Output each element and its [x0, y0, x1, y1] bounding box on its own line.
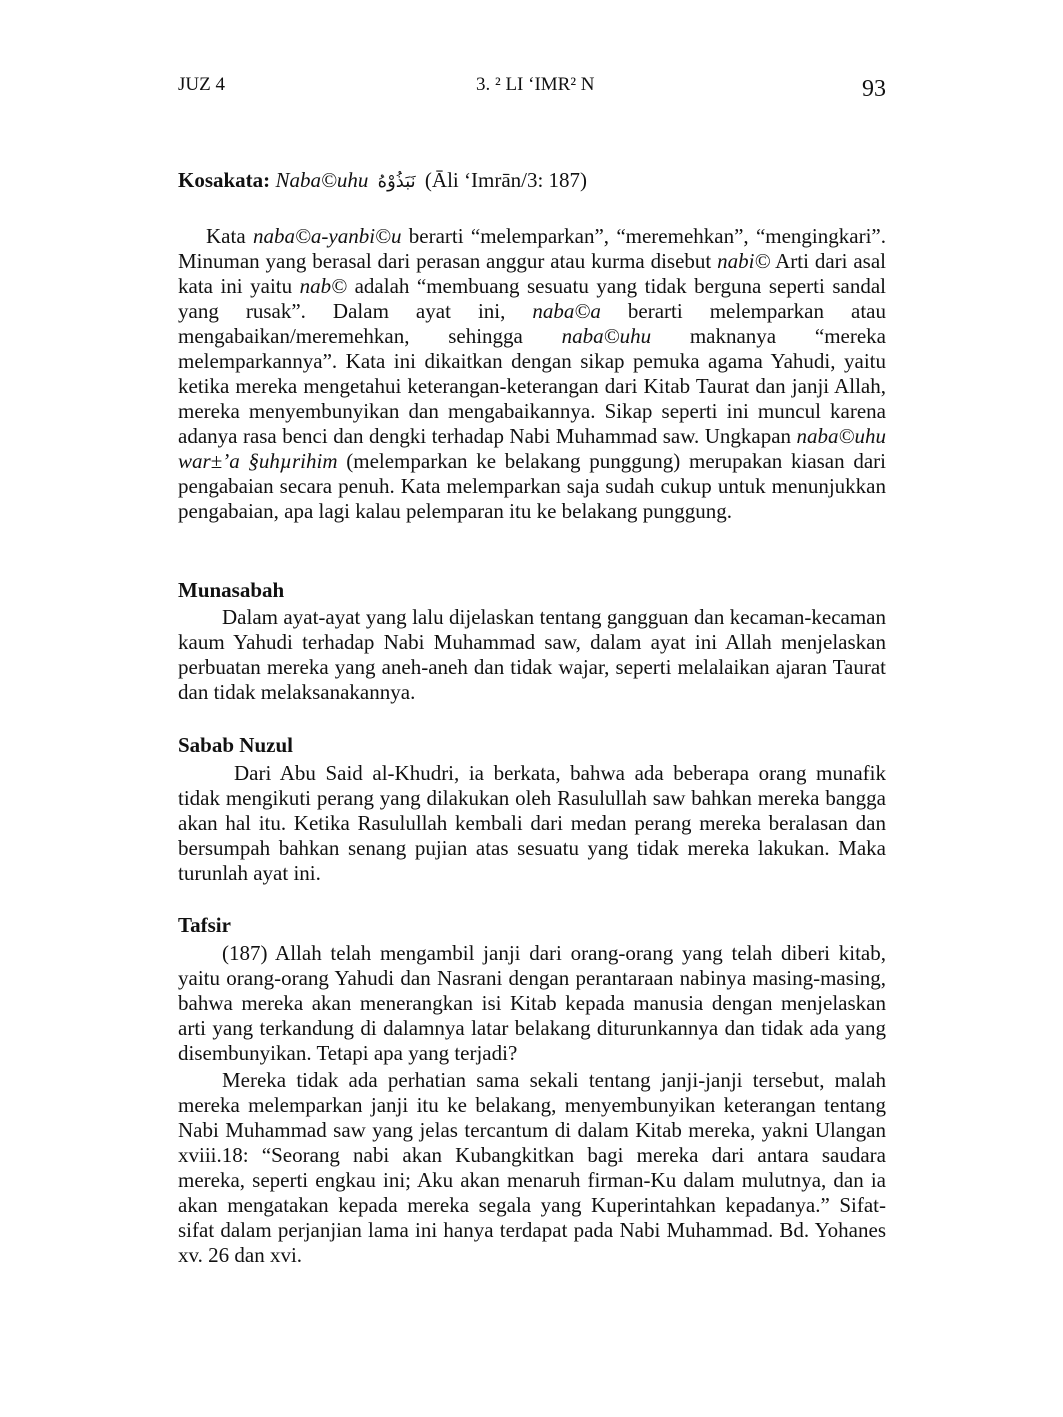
kosakata-term: Naba©uhu	[275, 168, 369, 192]
kosakata-paragraph	[178, 224, 886, 524]
text-run: maknanya “mereka melemparkannya”. Kata ini dikaitkan dengan sikap pemuka agama Yahudi, yaitu ketika mereka mengetahui keterangan-keterangan dari Kitab Taurat dan janji Allah, mereka menyembunyikan dan mengabaikannya. Sikap seperti ini muncul karena adanya rasa benci dan dengki terhadap Nabi Muhammad saw. Ungkapan	[178, 324, 886, 448]
sabab-nuzul-paragraph: Dari Abu Said al-Khudri, ia berkata, bahwa ada beberapa orang munafik tidak mengikuti perang yang dilakukan oleh Rasulullah saw bahkan mereka bangga akan hal itu. Ketika Rasulullah kembali dari medan perang mereka beralasan dan bersumpah bahkan senang pujian atas sesuatu yang tidak mereka lakukan. Maka turunlah ayat ini.	[178, 761, 886, 885]
text-run: berarti “melemparkan”, “meremehkan”, “mengingkari”. Minuman yang berasal dari perasan anggur atau kurma disebut	[178, 224, 886, 273]
running-header	[178, 74, 886, 104]
italic-term: naba©a-yanbi©u	[252, 224, 402, 248]
italic-term: naba©uhu war±’a §uhµrihim	[178, 424, 886, 473]
text-run: adalah “membuang sesuatu yang tidak berguna seperti sandal yang rusak”. Dalam ayat ini,	[178, 274, 886, 323]
tafsir-paragraph-2: Mereka tidak ada perhatian sama sekali tentang janji-janji tersebut, malah mereka melemparkan janji itu ke belakang, menyembunyikan keterangan tentang Nabi Muhammad saw yang jelas tercantum di dalam Kitab mereka, yakni Ulangan xviii.18: “Seorang nabi akan Kubangkitkan bagi mereka dari antara saudara mereka, seperti engkau ini; Aku akan menaruh firman-Ku dalam mulutnya, dan ia akan mengatakan kepada mereka segala yang Kuperintahkan kepadanya.” Sifat-sifat dalam perjanjian lama ini hanya terdapat pada Nabi Muhammad. Bd. Yohanes xv. 26 dan xvi.	[178, 1068, 886, 1267]
munasabah-title: Munasabah	[178, 578, 285, 602]
tafsir-title: Tafsir	[178, 913, 231, 937]
text-run: Kata	[206, 224, 253, 248]
text-run: berarti melemparkan atau mengabaikan/meremehkan, sehingga	[178, 299, 886, 348]
text-run: Arti dari asal kata ini yaitu	[178, 249, 887, 298]
header-juz: JUZ 4	[178, 74, 225, 95]
italic-term: nabi©	[717, 249, 771, 273]
tafsir-paragraph-1: (187) Allah telah mengambil janji dari orang-orang yang telah diberi kitab, yaitu orang-orang Yahudi dan Nasrani dengan perantaraan nabinya masing-masing, bahwa mereka akan menerangkan isi Kitab kepada manusia dengan menjelaskan arti yang terkandung di dalamnya latar belakang diturunkannya dan tidak ada yang disembunyikan. Tetapi apa yang terjadi?	[178, 941, 886, 1065]
text-run: (melemparkan ke belakang punggung) merupakan kiasan dari pengabaian secara penuh. Kata melemparkan saja sudah cukup untuk menunjukkan pengabaian, apa lagi kalau pelemparan itu ke belakang punggung.	[178, 449, 886, 523]
header-surah: 3. ² LI ‘IMR² N	[476, 74, 595, 95]
kosakata-label: Kosakata:	[178, 168, 271, 192]
kosakata-arabic: نَبَذُوْهُ	[377, 171, 416, 192]
kosakata-reference: (Āli ‘Imrān/3: 187)	[424, 168, 588, 192]
italic-term: nab©	[299, 274, 348, 298]
kosakata-heading	[178, 168, 587, 193]
italic-term: naba©uhu	[561, 324, 652, 348]
sabab-nuzul-title: Sabab Nuzul	[178, 733, 293, 757]
page-number: 93	[862, 76, 886, 102]
munasabah-paragraph: Dalam ayat-ayat yang lalu dijelaskan tentang gangguan dan kecaman-kecaman kaum Yahudi terhadap Nabi Muhammad saw, dalam ayat ini Allah menjelaskan perbuatan mereka yang aneh-aneh dan tidak wajar, seperti melalaikan ajaran Taurat dan tidak melaksanakannya.	[178, 605, 886, 704]
italic-term: naba©a	[532, 299, 601, 323]
